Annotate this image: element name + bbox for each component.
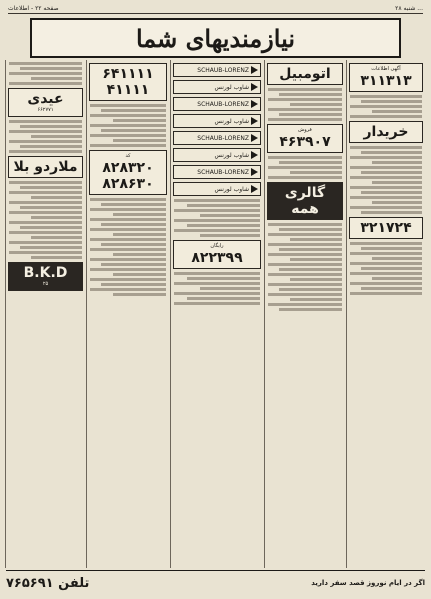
ad-text-block xyxy=(268,156,342,179)
ad-phone: ۴۶۳۹۰۷ xyxy=(279,134,331,150)
ad-phone: ۳۲۱۷۲۴ xyxy=(360,220,412,236)
schaub-lorenz-ad xyxy=(173,80,261,94)
ad-brand-label: شاوب لورنس xyxy=(214,83,249,91)
page-header xyxy=(8,3,423,14)
ad-phone: ۶۴۱۱۱۱ xyxy=(102,66,154,82)
ad-box xyxy=(267,182,343,220)
ad-text-block xyxy=(9,181,82,259)
ad-text-block xyxy=(9,120,82,153)
ad-column-2 xyxy=(264,60,345,568)
ad-column-3 xyxy=(170,60,263,568)
ad-box xyxy=(89,63,167,101)
ad-title: عیدی xyxy=(27,91,64,107)
ad-title: فروش xyxy=(298,127,312,133)
footer-text: اگر در ایام نوروز قصد سفر دارید xyxy=(311,579,425,587)
ad-text-block xyxy=(350,95,422,118)
ad-title: B.K.D xyxy=(23,265,68,281)
ad-title: اتومبیل xyxy=(279,66,331,82)
schaub-lorenz-ad xyxy=(173,131,261,145)
ad-title: ملاردو بلا xyxy=(13,159,78,175)
ad-text-block xyxy=(174,199,260,237)
ad-column-1 xyxy=(346,60,425,568)
ad-box xyxy=(349,63,423,92)
page-date: شنبه ۲۸ ... xyxy=(395,4,423,12)
ad-phone-2: ۸۲۸۶۳۰ xyxy=(102,176,154,192)
ad-phone: ۳۱۱۳۱۳ xyxy=(360,73,412,89)
ad-text-block xyxy=(268,88,342,121)
page-label: صفحه ۲۲ - اطلاعات xyxy=(8,4,59,12)
ad-brand-label: شاوب لورنس xyxy=(214,151,249,159)
schaub-lorenz-ad xyxy=(173,63,261,77)
ad-box xyxy=(89,150,167,195)
ad-box xyxy=(8,262,83,291)
ad-brand: SCHAUB-LORENZ xyxy=(197,100,249,108)
schaub-lorenz-ad xyxy=(173,148,261,162)
ad-brand-label: شاوب لورنس xyxy=(214,185,249,193)
ad-title: آگهی اطلاعات xyxy=(371,66,401,72)
ad-text-block xyxy=(350,242,422,295)
ad-title: خریدار xyxy=(363,124,409,140)
page-footer xyxy=(6,570,425,595)
ad-phone: ۸۲۸۳۲۰ xyxy=(102,160,154,176)
ad-columns xyxy=(6,60,425,568)
ad-box xyxy=(349,217,423,239)
schaub-lorenz-ad xyxy=(173,97,261,111)
ad-title: گالری همه xyxy=(284,185,326,217)
banner-title: نیازمندیهای شما xyxy=(135,23,295,53)
ad-box xyxy=(267,63,343,85)
ad-text-block xyxy=(268,223,342,311)
ad-phone: ۲۵ xyxy=(42,281,49,287)
ad-brand: SCHAUB-LORENZ xyxy=(197,168,249,176)
ad-column-4 xyxy=(86,60,169,568)
schaub-lorenz-ad xyxy=(173,165,261,179)
ad-phone: ۶۶۲۷۷۱ xyxy=(37,107,54,113)
ad-text-block xyxy=(9,62,82,85)
section-banner xyxy=(30,18,401,58)
footer-phone: ۷۶۵۶۹۱ تلفن xyxy=(6,575,90,591)
ad-title: کد xyxy=(125,153,131,159)
ad-column-5 xyxy=(5,60,85,568)
ad-box xyxy=(8,156,83,178)
ad-brand-label: شاوب لورنس xyxy=(214,117,249,125)
ad-box xyxy=(8,88,83,117)
ad-box xyxy=(349,121,423,143)
ad-phone: ۸۲۲۳۹۹ xyxy=(191,250,243,266)
ad-box xyxy=(173,240,261,269)
ad-box xyxy=(267,124,343,153)
ad-text-block xyxy=(90,104,166,147)
schaub-lorenz-ad xyxy=(173,114,261,128)
ad-text-block xyxy=(350,146,422,214)
ad-text-block xyxy=(90,198,166,296)
ad-brand: SCHAUB-LORENZ xyxy=(197,66,249,74)
ad-brand: SCHAUB-LORENZ xyxy=(197,134,249,142)
ad-title: رایگان xyxy=(210,243,224,249)
ad-text-block xyxy=(174,272,260,305)
ad-phone-2: ۴۱۱۱۱ xyxy=(106,82,150,98)
schaub-lorenz-ad xyxy=(173,182,261,196)
